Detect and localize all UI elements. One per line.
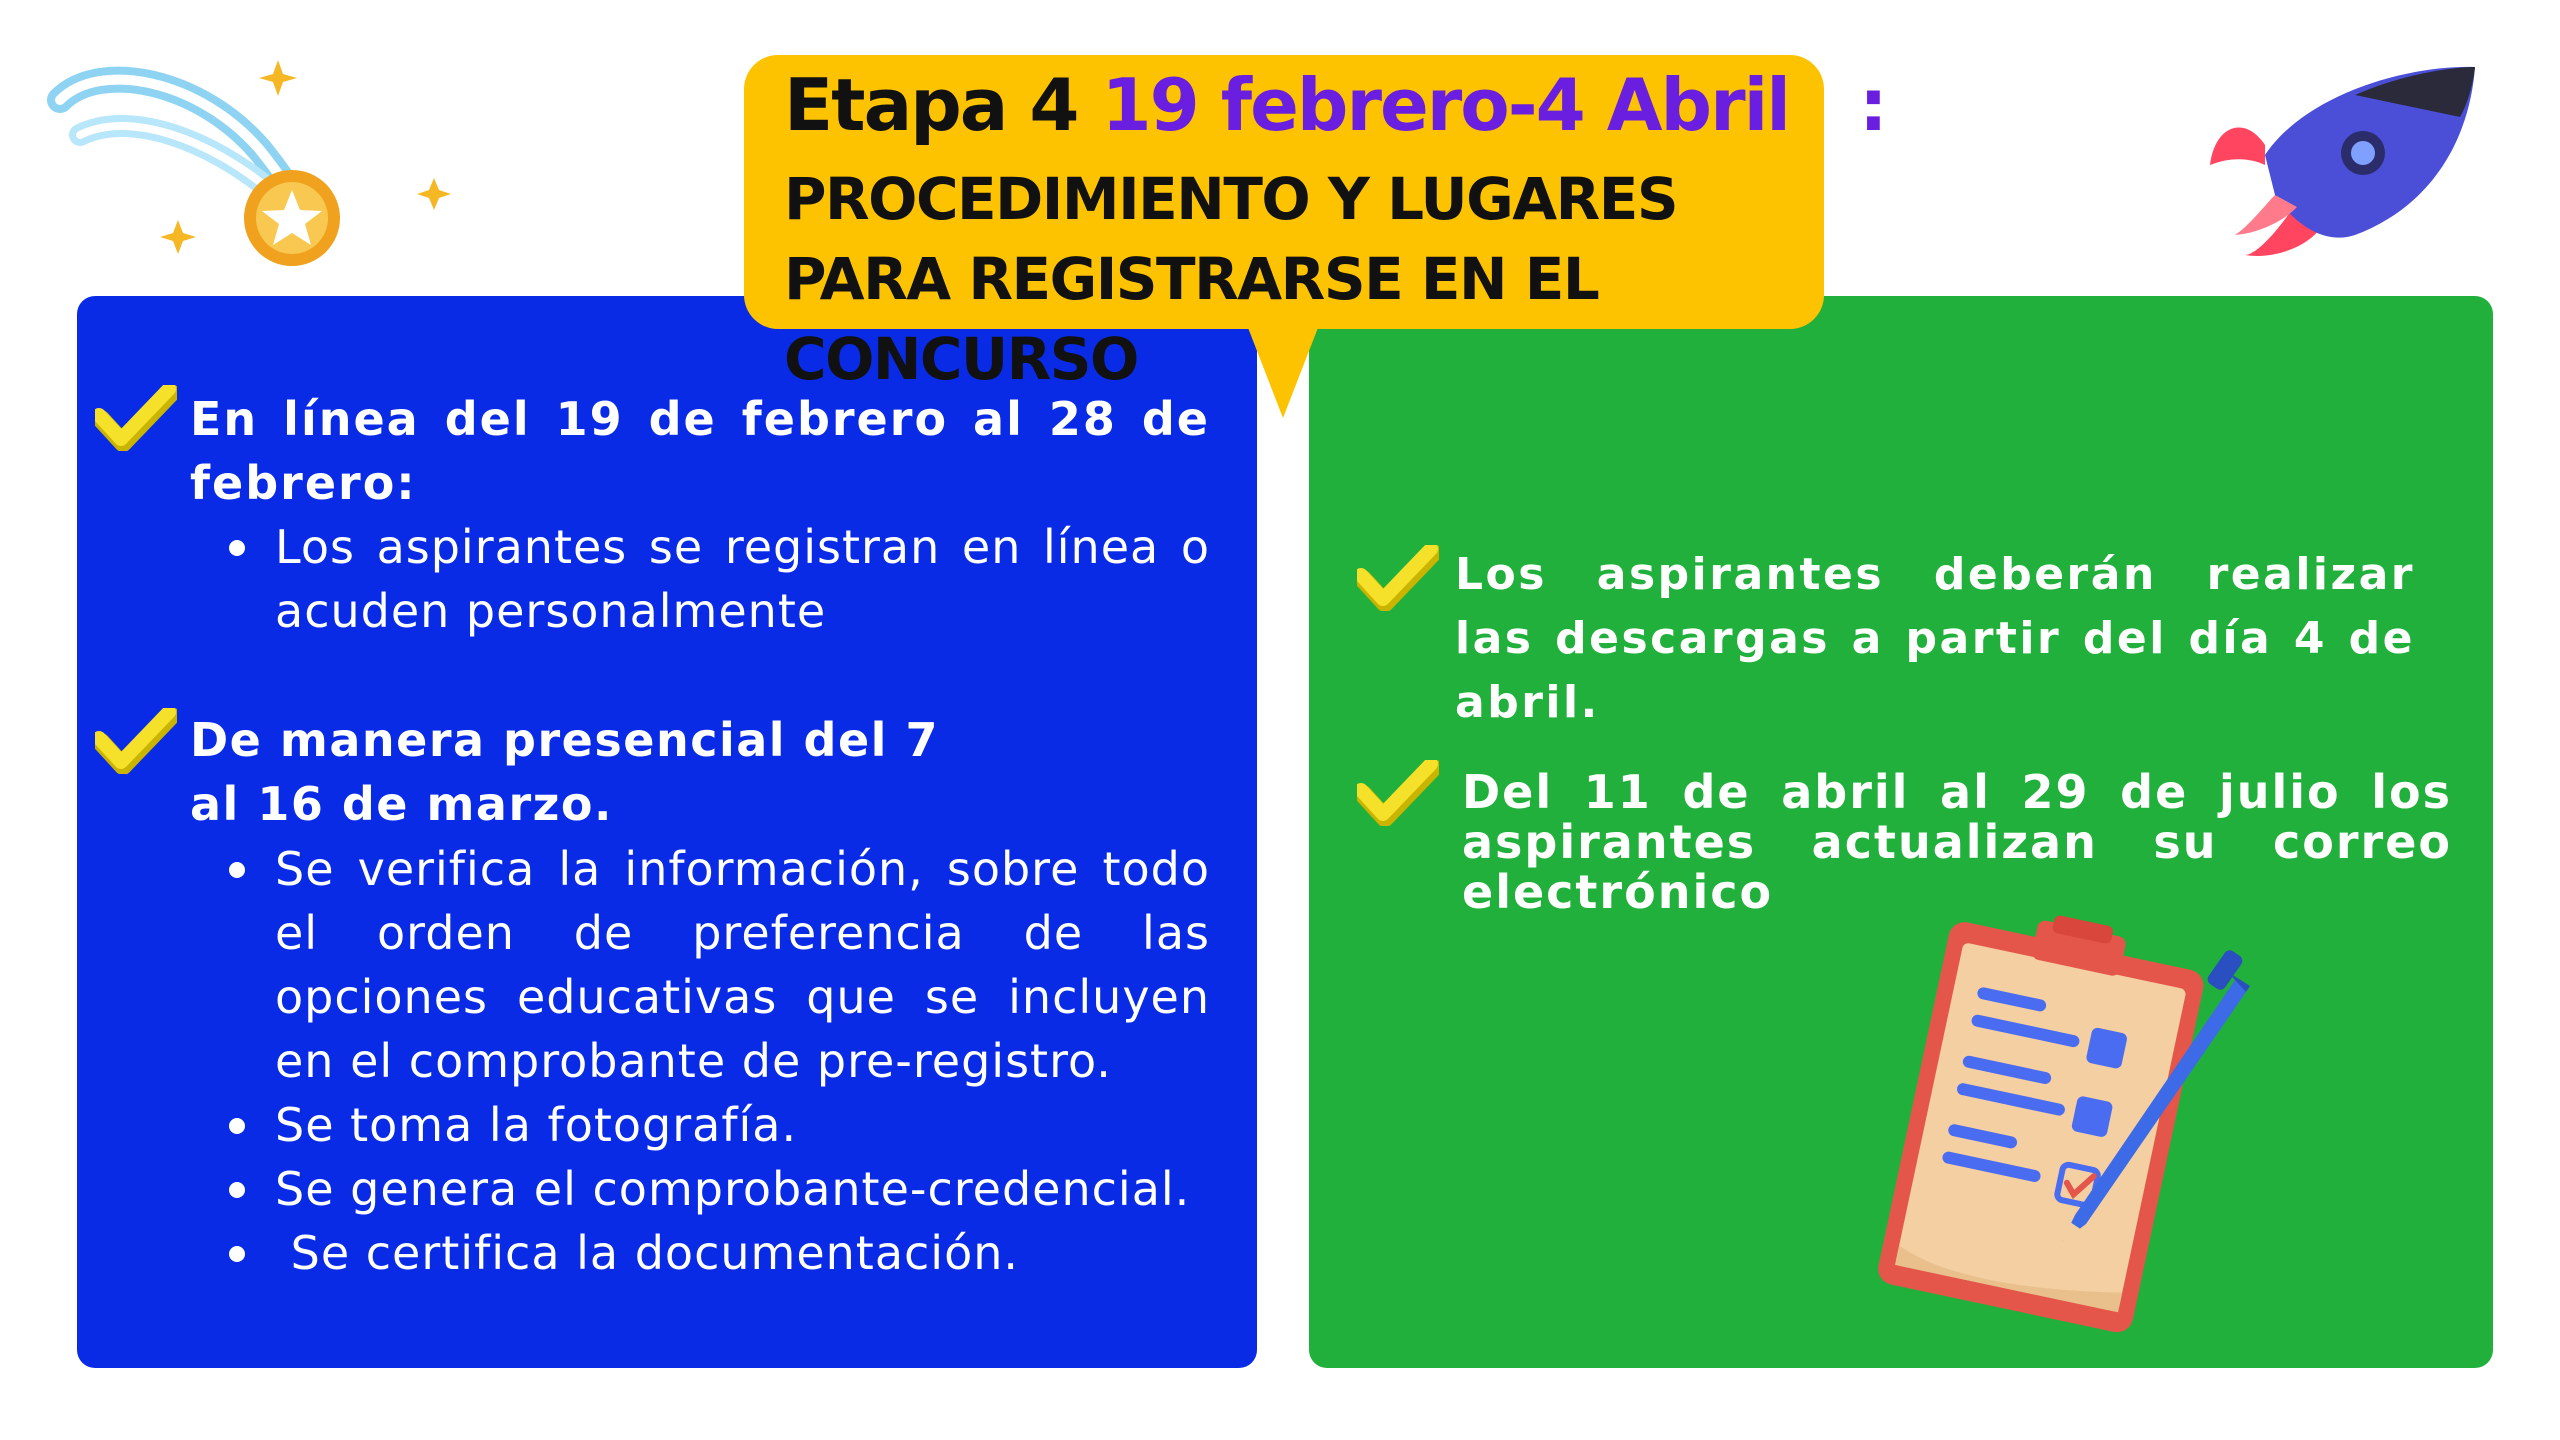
downloads-text: Los aspirantes deberán realizar las descargas a partir del día 4 de abril. (1455, 549, 2415, 728)
online-bullets (275, 515, 1210, 643)
in-person-title: De manera presencial del 7 al 16 de marzo. (190, 713, 939, 831)
page-title: PROCEDIMIENTO Y LUGARES PARA REGISTRARSE EN EL CONCURSO (784, 165, 1678, 393)
header-bubble (744, 55, 1886, 393)
email-update-text: Del 11 de abril al 29 de julio los aspirantes actualizan su correo electrónico (1462, 765, 2452, 919)
list-item: Los aspirantes se registran en línea o acuden personalmente (275, 515, 1210, 643)
clipboard-icon (1830, 910, 2250, 1350)
medal-icon (40, 40, 460, 280)
bubble-tail (1245, 320, 1321, 418)
online-title-line1 (190, 387, 1210, 515)
check-icon (1357, 760, 1439, 826)
stage-heading (784, 63, 1886, 147)
stage-label: Etapa 4 (784, 63, 1078, 147)
list-item: Se genera el comprobante-credencial. (275, 1157, 1210, 1221)
check-icon (1357, 545, 1439, 611)
bullet-dot (229, 540, 245, 556)
bullet-dot (229, 1182, 245, 1198)
list-item: Se certifica la documentación. (275, 1221, 1210, 1285)
bullet-dot (229, 1118, 245, 1134)
stage-date-range: 19 febrero-4 Abril (1101, 63, 1789, 147)
stage-colon: : (1858, 63, 1886, 147)
list-item: Se toma la fotografía. (275, 1093, 1210, 1157)
check-icon (95, 708, 177, 774)
bullet-dot (229, 1246, 245, 1262)
online-title: En línea del 19 de febrero al 28 de febrero: (190, 392, 1210, 510)
list-item: Se verifica la información, sobre todo el orden de preferencia de las opciones educativas que se incluyen en el comprobante de pre-registro. (275, 837, 1210, 1093)
rocket-icon (2205, 55, 2505, 265)
bullet-dot (229, 862, 245, 878)
check-icon (95, 385, 177, 451)
in-person-bullets (275, 837, 1210, 1285)
